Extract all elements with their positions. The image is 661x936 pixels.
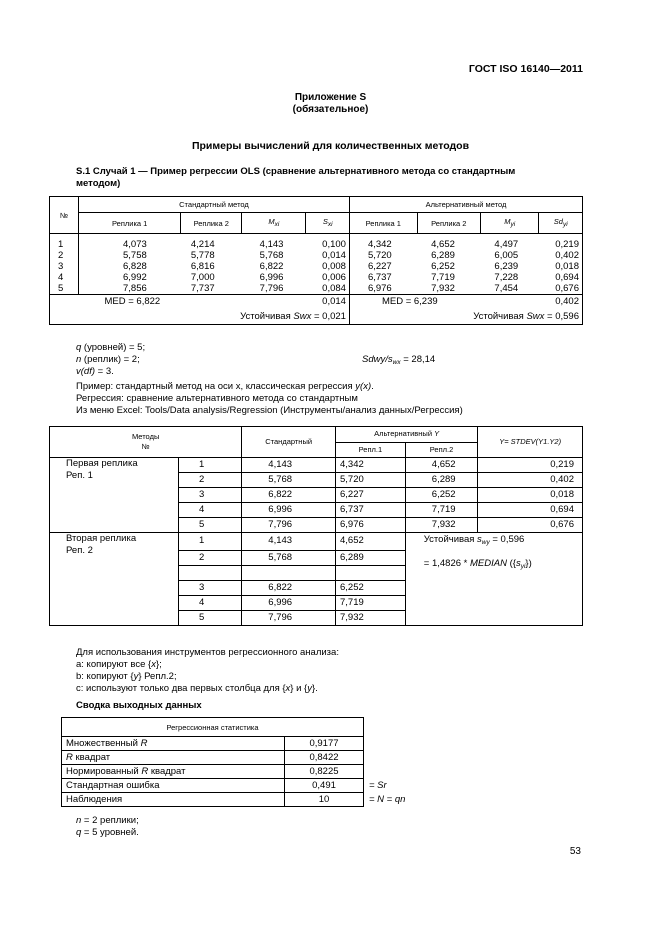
- step-c: c: используют только два первых столбца для {x} и {y}.: [76, 683, 318, 694]
- table-row: 2 5,768 6,289 = 1,4826 * MEDIAN $(\{s_{yi}\})$: [50, 550, 583, 565]
- methods-header: Методы №: [50, 427, 242, 458]
- note-v: v(df) = 3.: [76, 366, 114, 377]
- rep2-alt-header: Реплика 2: [417, 213, 480, 234]
- footer-n: n = 2 реплики;: [76, 815, 139, 826]
- sdy-header: $Sd_{yi}$: [539, 213, 583, 234]
- note-sr: = Sr: [369, 780, 387, 791]
- appendix-title: Приложение S: [294, 92, 367, 103]
- col-no-header: №: [50, 197, 79, 234]
- table-row: Наблюдения 10: [62, 793, 364, 807]
- note-q: q (уровней) = 5;: [76, 342, 146, 353]
- med-y: MED = 6,239: [381, 296, 438, 308]
- rep1-header: Реплика 1: [79, 213, 181, 234]
- section-title: Примеры вычислений для количественных методов: [191, 140, 470, 152]
- table-row: R квадрат 0,8422: [62, 751, 364, 765]
- note-n: n (реплик) = 2;: [76, 354, 140, 365]
- repl1-header: Репл.1: [335, 442, 405, 458]
- sx-header: $S_{xi}$: [306, 213, 349, 234]
- std-method-header: Стандартный метод: [79, 197, 350, 213]
- replicates-table: [49, 196, 583, 325]
- repl2-header: Репл.2: [405, 442, 478, 458]
- standard-header: ГОСТ ISO 16140—2011: [468, 63, 583, 75]
- med-x-s: 0,014: [306, 294, 349, 309]
- alt-method-header: Альтернативный метод: [349, 197, 582, 213]
- group2-label: Вторая реплика Реп. 2: [50, 533, 179, 626]
- rep1-alt-header: Реплика 1: [349, 213, 417, 234]
- table-row: 3 6,828 6,816 6,822 0,008 6,227 6,252 6,239 0,018: [50, 261, 583, 272]
- table-row: 5 7,856 7,737 7,796 0,084 6,976 7,932 7,454 0,676: [50, 283, 583, 295]
- footer-q: q = 5 уровней.: [76, 827, 139, 838]
- med-y-s: 0,402: [539, 294, 583, 309]
- table-row: 5 7,796 6,976 7,932 0,676: [50, 518, 583, 533]
- stdev-header: Y= STDEV(Y1.Y2): [478, 427, 583, 458]
- subsection-title-line2: методом): [76, 178, 121, 189]
- appendix-status: (обязательное): [292, 104, 369, 115]
- robust-y: Устойчивая Swx = 0,596: [417, 309, 582, 324]
- note-sdwy: Sdwy/$s_{wx} = 28,14$: [362, 354, 436, 366]
- table-row: 1 4,073 4,214 4,143 0,100 4,342 4,652 4,497 0,219: [50, 239, 583, 250]
- standard-header: Стандартный: [242, 427, 336, 458]
- median-formula: = 1,4826 * MEDIAN $(\{s_{yi}\})$: [405, 550, 582, 580]
- page-number: 53: [569, 846, 581, 857]
- regression-intro: Для использования инструментов регрессионного анализа:: [76, 647, 339, 658]
- regression-input-table: [49, 426, 583, 626]
- table-row: 3 6,822 6,227 6,252 0,018: [50, 488, 583, 503]
- table-row: 5 7,796 7,932: [50, 610, 583, 625]
- subsection-title-line1: S.1 Случай 1 — Пример регрессии OLS (сравнение альтернативного метода со стандартным: [76, 166, 516, 177]
- note-n-qn: = N = qn: [369, 794, 406, 805]
- step-b: b: копируют {y} Репл.2;: [76, 671, 177, 682]
- table-row: 3 6,822 6,252: [50, 580, 583, 595]
- mx-header: $M_{xi}$: [242, 213, 306, 234]
- regression-stats-table: [61, 717, 364, 807]
- regression-stats-header: Регрессионная статистика: [62, 718, 364, 737]
- table-row: Вторая реплика Реп. 2 1 4,143 4,652 Устойчивая $s_{wy} = 0,596$: [50, 533, 583, 551]
- table-row: 4 6,996 6,737 7,719 0,694: [50, 503, 583, 518]
- table-row: Множественный R 0,9177: [62, 737, 364, 751]
- table-row: 4 6,992 7,000 6,996 0,006 6,737 7,719 7,228 0,694: [50, 272, 583, 283]
- note-example: Пример: стандартный метод на оси x, классическая регрессия y(x).: [76, 381, 374, 392]
- rep2-header: Реплика 2: [181, 213, 242, 234]
- table-row: Первая реплика Реп. 1 1 4,143 4,342 4,652 0,219: [50, 458, 583, 473]
- table-row: 2 5,758 5,778 5,768 0,014 5,720 6,289 6,005 0,402: [50, 250, 583, 261]
- table-row: 4 6,996 7,719: [50, 595, 583, 610]
- my-header: $M_{yi}$: [480, 213, 539, 234]
- alt-y-header: Альтернативный Y: [335, 427, 477, 443]
- step-a: a: копируют все {x};: [76, 659, 162, 670]
- robust-x: Устойчивая Swx = 0,021: [181, 309, 350, 324]
- med-x: MED = 6,822: [104, 296, 161, 308]
- table-row: Стандартная ошибка 0,491: [62, 779, 364, 793]
- note-regression: Регрессия: сравнение альтернативного метода со стандартным: [76, 393, 358, 404]
- note-excel: Из меню Excel: Tools/Data analysis/Regression (Инструменты/анализ данных/Регрессия): [76, 405, 463, 416]
- table-row: Нормированный R квадрат 0,8225: [62, 765, 364, 779]
- group1-label: Первая реплика Реп. 1: [50, 458, 179, 533]
- robust-swy: Устойчивая $s_{wy} = 0,596$: [405, 533, 582, 551]
- table-row: 2 5,768 5,720 6,289 0,402: [50, 473, 583, 488]
- summary-title: Сводка выходных данных: [76, 700, 202, 711]
